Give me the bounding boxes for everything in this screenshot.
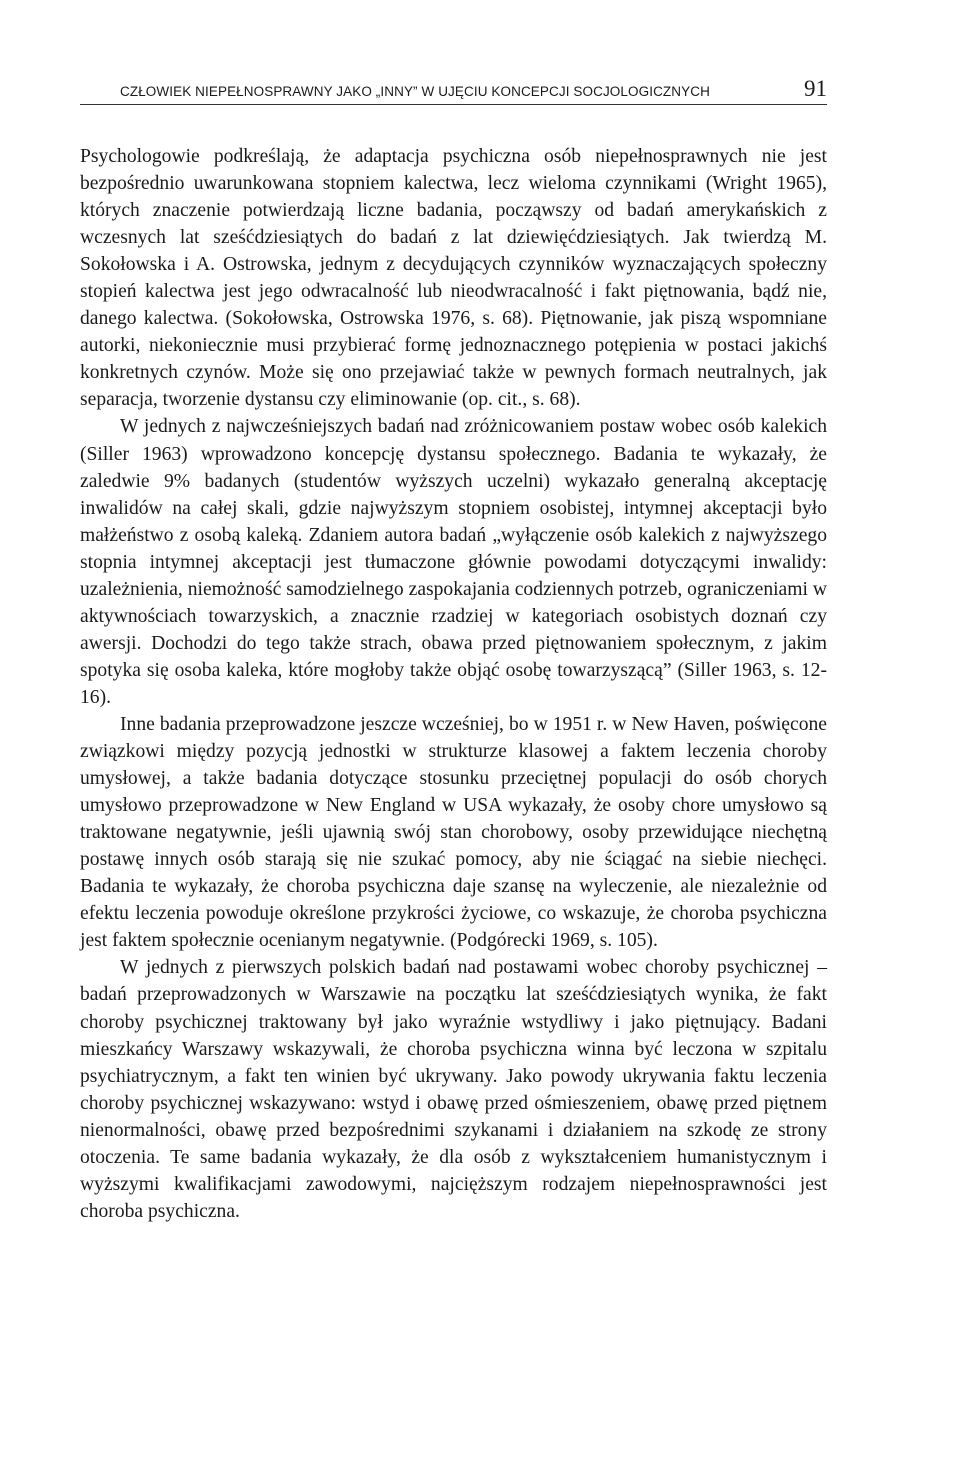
paragraph-3: Inne badania przeprowadzone jeszcze wcześniej, bo w 1951 r. w New Haven, poświęcone związkowi między pozycją jednostki w strukturze klasowej a faktem leczenia choroby umysłowej, a także badania dotyczące stosunku przeciętnej populacji do osób chorych umysłowo przeprowadzone w New England w USA wykazały, że osoby chore umysłowo są traktowane negatywnie, jeśli ujawnią swój stan chorobowy, osoby przewidujące niechętną postawę innych osób starają się nie szukać pomocy, aby nie ściągać na siebie niechęci. Badania te wykazały, że choroba psychiczna daje szansę na wyleczenie, ale niezależnie od efektu leczenia powoduje określone przykrości życiowe, co wskazuje, że choroba psychiczna jest faktem społecznie ocenianym negatywnie. (Podgórecki 1969, s. 105).	[80, 713, 827, 952]
running-title: CZŁOWIEK NIEPEŁNOSPRAWNY JAKO „INNY” W UJĘCIU KONCEPCJI SOCJOLOGICZNYCH	[120, 84, 710, 99]
page-number: 91	[804, 76, 827, 101]
paragraph-2: W jednych z najwcześniejszych badań nad zróżnicowaniem postaw wobec osób kalekich (Siller 1963) wprowadzono koncepcję dystansu społecznego. Badania te wykazały, że zaledwie 9% badanych (studentów wyższych uczelni) wykazało generalną akceptację inwalidów na całej skali, gdzie najwyższym stopniem osobistej, intymnej akceptacji było małżeństwo z osobą kaleką. Zdaniem autora badań „wyłączenie osób kalekich z najwyższego stopnia intymnej akceptacji jest tłumaczone głównie powodami dotyczącymi inwalidy: uzależnienia, niemożność samodzielnego zaspokajania codziennych potrzeb, ograniczeniami w aktywnościach towarzyskich, a znacznie rzadziej w kategoriach osobistych doznań czy awersji. Dochodzi do tego także strach, obawa przed piętnowaniem społecznym, z jakim spotyka się osoba kaleka, które mogłoby także objąć osobę towarzyszącą” (Siller 1963, s. 12-16).	[80, 416, 827, 708]
paragraph-4: W jednych z pierwszych polskich badań nad postawami wobec choroby psychicznej – badań przeprowadzonych w Warszawie na początku lat sześćdziesiątych wynika, że fakt choroby psychicznej traktowany był jako wyraźnie wstydliwy i jako piętnujący. Badani mieszkańcy Warszawy wskazywali, że choroba psychiczna winna być leczona w szpitalu psychiatrycznym, a fakt ten winien być ukrywany. Jako powody ukrywania faktu leczenia choroby psychicznej wskazywano: wstyd i obawę przed ośmieszeniem, obawę przed piętnem nienormalności, obawę przed bezpośrednimi szykanami i działaniem na szkodę ze strony otoczenia. Te same badania wykazały, że dla osób z wykształceniem humanistycznym i wyższymi kwalifikacjami zawodowymi, najcięższym rodzajem niepełnosprawności jest choroba psychiczna.	[80, 957, 827, 1222]
book-page	[80, 68, 827, 1225]
body-text	[80, 143, 827, 1225]
paragraph-1: Psychologowie podkreślają, że adaptacja psychiczna osób niepełnosprawnych nie jest bezpośrednio uwarunkowana stopniem kalectwa, lecz wieloma czynnikami (Wright 1965), których znaczenie potwierdzają liczne badania, począwszy od badań amerykańskich z wczesnych lat sześćdziesiątych do badań z lat dziewięćdziesiątych. Jak twierdzą M. Sokołowska i A. Ostrowska, jednym z decydujących czynników wyznaczających społeczny stopień kalectwa jest jego odwracalność lub nieodwracalność i fakt piętnowania, bądź nie, danego kalectwa. (Sokołowska, Ostrowska 1976, s. 68). Piętnowanie, jak piszą wspomniane autorki, niekoniecznie musi przybierać formę jednoznacznego potępienia w postaci jakichś konkretnych czynów. Może się ono przejawiać także w pewnych formach neutralnych, jak separacja, tworzenie dystansu czy eliminowanie (op. cit., s. 68).	[80, 146, 827, 411]
running-header	[80, 68, 827, 105]
